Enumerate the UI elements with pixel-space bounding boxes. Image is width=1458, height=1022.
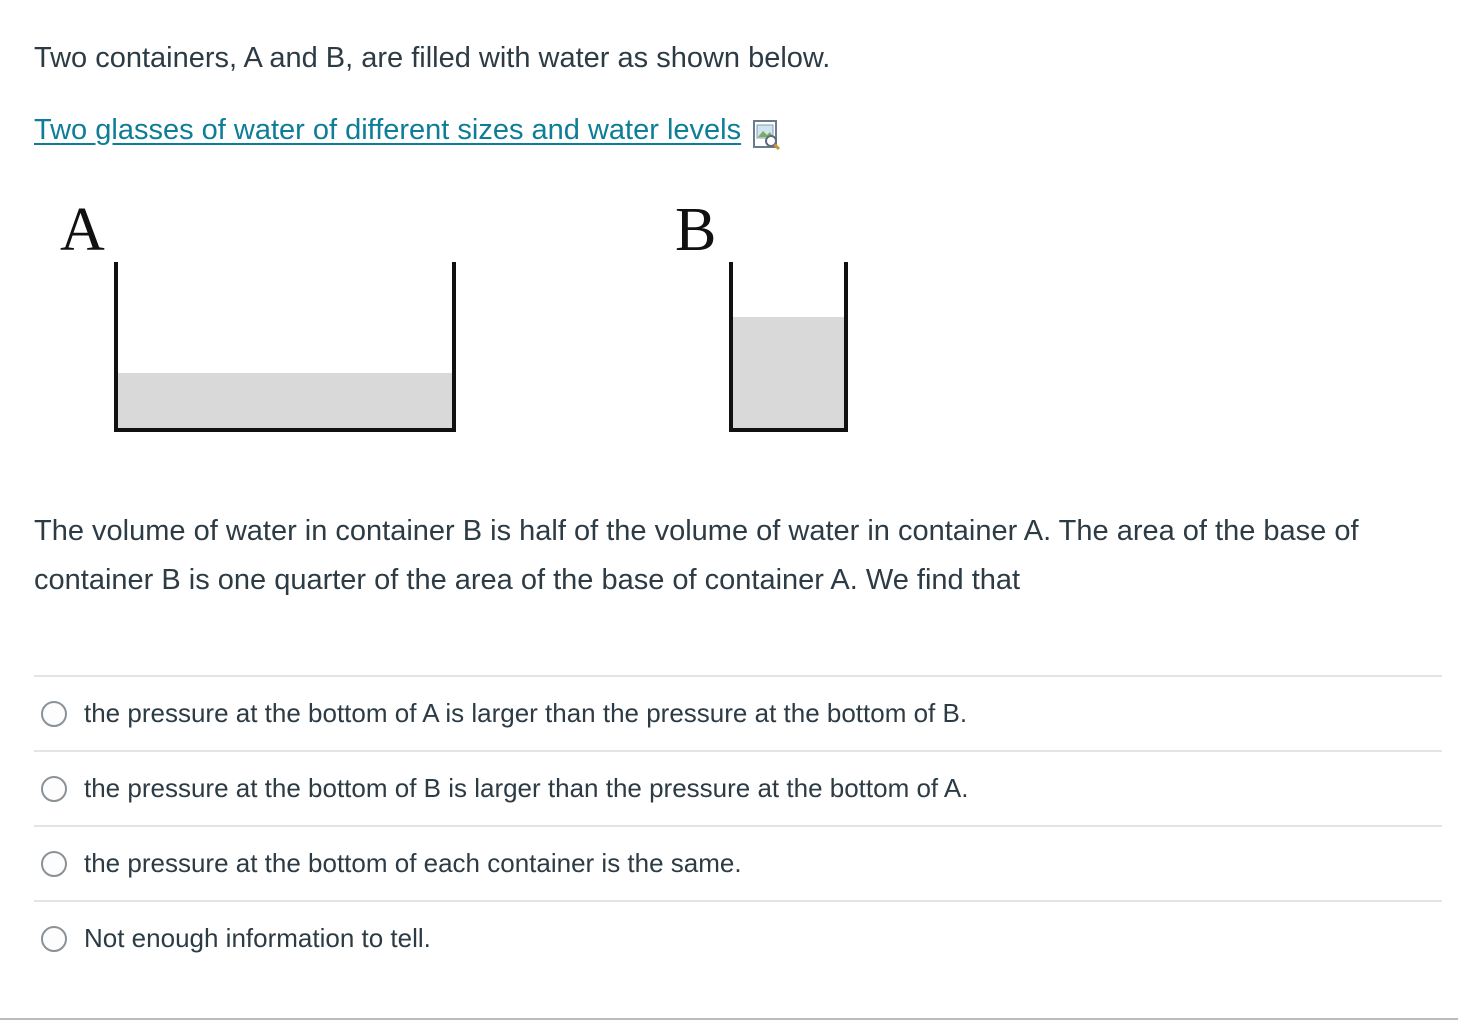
answer-label: the pressure at the bottom of A is larger than the pressure at the bottom of B. [84,698,968,728]
image-preview-icon[interactable] [753,120,781,150]
answer-label: Not enough information to tell. [84,923,431,953]
container-a-label: A [60,196,105,264]
question-intro: Two containers, A and B, are filled with water as shown below. [34,42,831,74]
container-a-water [118,373,452,429]
answer-label: the pressure at the bottom of each container is the same. [84,848,742,878]
radio-button[interactable] [41,701,67,727]
answer-option[interactable] [34,675,1442,750]
radio-button[interactable] [41,851,67,877]
two-containers-figure [0,180,1000,460]
radio-button[interactable] [41,776,67,802]
bottom-divider [0,1018,1458,1020]
question-text: The volume of water in container B is half of the volume of water in container A. The area of the base of container B is one quarter of the area of the base of container A. We find that [34,515,1359,596]
answer-option[interactable] [34,900,1442,975]
container-b [731,262,846,430]
radio-button[interactable] [41,926,67,952]
answer-label: the pressure at the bottom of B is larger than the pressure at the bottom of A. [84,773,969,803]
image-link-row [34,114,781,154]
answer-list [34,675,1442,975]
container-a [116,262,454,430]
container-b-label: B [675,196,717,264]
answer-option[interactable] [34,825,1442,900]
answer-option[interactable] [34,750,1442,825]
image-description-link[interactable]: Two glasses of water of different sizes and water levels [34,114,742,146]
container-b-water [733,317,844,429]
